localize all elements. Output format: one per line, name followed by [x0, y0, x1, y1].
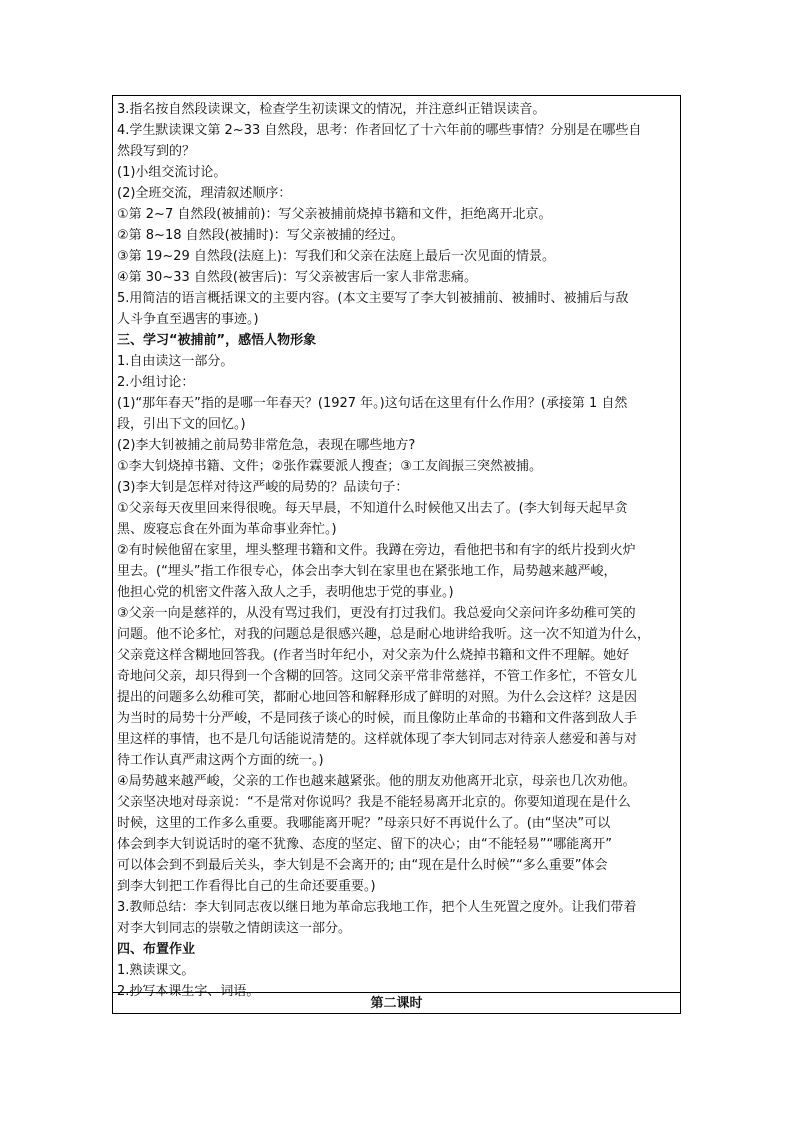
- text-line: ①李大钊烧掉书籍、文件；②张作霖要派人搜查；③工友阎振三突然被捕。: [117, 459, 542, 474]
- text-line: 问题。他不论多忙，对我的问题总是很感兴趣，总是耐心地讲给我听。这一次不知道为什么，: [117, 627, 651, 642]
- text-line: ①父亲每天夜里回来得很晚。每天早晨，不知道什么时候他又出去了。(李大钊每天起早贪: [117, 501, 628, 516]
- text-line: 2.小组讨论：: [117, 375, 195, 390]
- text-line: ②有时候他留在家里，埋头整理书籍和文件。我蹲在旁边，看他把书和有字的纸片投到火炉: [117, 543, 636, 558]
- text-line: ④第 30~33 自然段(被害后)：写父亲被害后一家人非常悲痛。: [117, 270, 478, 285]
- text-line: 为当时的局势十分严峻，不是同孩子谈心的时候，而且像防止革命的书籍和文件落到敌人手: [117, 711, 638, 726]
- text-line: ②第 8~18 自然段(被捕时)：写父亲被捕的经过。: [117, 228, 404, 243]
- text-line: 段，引出下文的回忆。): [117, 417, 246, 432]
- text-line: (3)李大钊是怎样对待这严峻的局势的？品读句子：: [117, 480, 409, 495]
- text-line: 奇地问父亲，却只得到一个含糊的回答。这同父亲平常非常慈祥，不管工作多忙，不管女儿: [117, 669, 638, 684]
- text-line: 里这样的事情，也不是几句话能说清楚的。这样就体现了李大钊同志对待亲人慈爱和善与对: [117, 732, 638, 747]
- text-line: 4.学生默读课文第 2~33 自然段，思考：作者回忆了十六年前的哪些事情？分别是在哪些自: [117, 123, 642, 138]
- section-heading: 四、布置作业: [117, 942, 196, 957]
- text-line: 体会到李大钊说话时的毫不犹豫、态度的坚定、留下的决心；由“不能轻易”“哪能离开”: [117, 837, 612, 852]
- text-line: (1)“那年春天”指的是哪一年春天？(1927 年。)这句话在这里有什么作用？(承接第 1 自然: [117, 396, 628, 411]
- text-line: 里去。(“埋头”指工作很专心，体会出李大钊在家里也在紧张地工作，局势越来越严峻，: [117, 564, 617, 579]
- text-line: 然段写到的？: [117, 144, 196, 159]
- text-line: ③父亲一向是慈祥的，从没有骂过我们，更没有打过我们。我总爱向父亲问许多幼稚可笑的: [117, 606, 636, 621]
- text-line: 1.熟读课文。: [117, 963, 195, 978]
- text-line: ③第 19~29 自然段(法庭上)：写我们和父亲在法庭上最后一次见面的情景。: [117, 249, 556, 264]
- text-line: 2.抄写本课生字、词语。: [117, 984, 260, 999]
- text-line: 3.指名按自然段读课文，检查学生初读课文的情况，并注意纠正错误读音。: [117, 102, 546, 117]
- text-line: 时候，这里的工作多么重要。我哪能离开呢？”母亲只好不再说什么了。(由“坚决”可以: [117, 816, 611, 831]
- text-line: 父亲坚决地对母亲说：“不是常对你说吗？我是不能轻易离开北京的。你要知道现在是什么: [117, 795, 631, 810]
- text-line: 到李大钊把工作看得比自己的生命还要重要。): [117, 879, 376, 894]
- text-line: 他担心党的机密文件落入敌人之手，表明他忠于党的事业。): [117, 585, 454, 600]
- text-line: 人斗争直至遇害的事迹。): [117, 312, 259, 327]
- second-lesson-heading: 第二课时: [370, 996, 423, 1011]
- text-line: ①第 2~7 自然段(被捕前)：写父亲被捕前烧掉书籍和文件，拒绝离开北京。: [117, 207, 552, 222]
- text-line: (1)小组交流讨论。: [117, 165, 227, 180]
- text-line: 黑、废寝忘食在外面为革命事业奔忙。): [117, 522, 337, 537]
- text-line: ④局势越来越严峻，父亲的工作也越来越紧张。他的朋友劝他离开北京，母亲也几次劝他。: [117, 774, 636, 789]
- section-heading: 三、学习“被捕前”，感悟人物形象: [117, 333, 317, 348]
- text-line: 5.用简洁的语言概括课文的主要内容。(本文主要写了李大钊被捕前、被捕时、被捕后与敌: [117, 291, 629, 306]
- text-line: (2)全班交流，理清叙述顺序：: [117, 186, 292, 201]
- text-line: 可以体会到不到最后关头，李大钊是不会离开的; 由“现在是什么时候”“多么重要”体会: [117, 858, 608, 873]
- lesson-content: [117, 99, 677, 1002]
- text-line: 提出的问题多么幼稚可笑，都耐心地回答和解释形成了鲜明的对照。为什么会这样？这是因: [117, 690, 638, 705]
- text-line: (2)李大钊被捕之前局势非常危急，表现在哪些地方?: [117, 438, 416, 453]
- text-line: 1.自由读这一部分。: [117, 354, 234, 369]
- text-line: 待工作认真严肃这两个方面的统一。): [117, 753, 324, 768]
- text-line: 对李大钊同志的崇敬之情朗读这一部分。: [117, 921, 352, 936]
- text-line: 3.教师总结：李大钊同志夜以继日地为革命忘我地工作，把个人生死置之度外。让我们带着: [117, 900, 637, 915]
- text-line: 父亲竟这样含糊地回答我。(作者当时年纪小，对父亲为什么烧掉书籍和文件不理解。她好: [117, 648, 630, 663]
